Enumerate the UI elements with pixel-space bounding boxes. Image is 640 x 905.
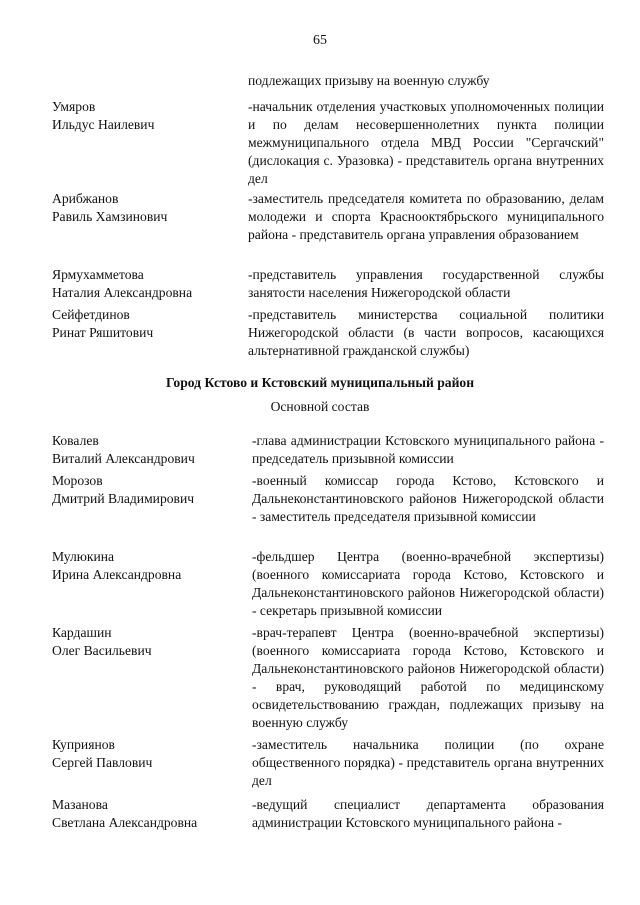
role-text: -заместитель начальника полиции (по охране общественного порядка) - представитель органа внутренних дел: [252, 737, 604, 788]
page-number: 65: [313, 33, 327, 48]
role-text: -заместитель председателя комитета по образованию, делам молодежи и спорта Краснооктябрьского муниципального района - представитель органа управления образованием: [248, 191, 604, 242]
surname: Арибжанов: [52, 191, 119, 206]
given-name: Наталия Александровна: [52, 285, 193, 300]
surname: Мазанова: [52, 797, 108, 812]
role-text: -врач-терапевт Центра (военно-врачебной экспертизы) (военного комиссариата города Кстово, Кстовского и Дальнеконстантиновского районов Нижегородской области) - врач, руководящий работой по медицинскому освидетельствованию граждан, подлежащих призыву на военную службу: [252, 625, 604, 730]
member-name: [52, 624, 242, 660]
member-name: [52, 432, 242, 468]
member-name: [52, 266, 242, 302]
section-heading: Город Кстово и Кстовский муниципальный район: [165, 375, 475, 390]
role-text: -представитель министерства социальной политики Нижегородской области (в части вопросов, касающихся альтернативной гражданской службы): [248, 307, 604, 358]
member-name: [52, 736, 242, 772]
given-name: Олег Васильевич: [52, 643, 152, 658]
role-text: -военный комиссар города Кстово, Кстовского и Дальнеконстантиновского районов Нижегородской области - заместитель председателя призывной комиссии: [252, 473, 604, 524]
surname: Ярмухамметова: [52, 267, 144, 282]
role-text: -представитель управления государственной службы занятости населения Нижегородской области: [248, 267, 604, 300]
member-name: [52, 306, 242, 342]
given-name: Виталий Александрович: [52, 451, 195, 466]
given-name: Дмитрий Владимирович: [52, 491, 195, 506]
section-subheading: Основной состав: [270, 399, 370, 414]
member-name: [52, 472, 242, 508]
role-text: подлежащих призыву на военную службу: [248, 73, 490, 88]
surname: Куприянов: [52, 737, 115, 752]
role-text: -фельдшер Центра (военно-врачебной экспертизы) (военного комиссариата города Кстово, Кстовского и Дальнеконстантиновского районов Нижегородской области) - секретарь призывной комиссии: [252, 549, 604, 618]
given-name: Ирина Александровна: [52, 567, 182, 582]
member-name: [52, 190, 242, 226]
role-text: -начальник отделения участковых уполномоченных полиции и по делам несовершеннолетних пункта полиции межмуниципального отдела МВД России "Сергачский" (дислокация с. Уразовка) - представитель органа внутренних дел: [248, 99, 604, 186]
given-name: Светлана Александровна: [52, 815, 198, 830]
given-name: Ильдус Наилевич: [52, 117, 155, 132]
given-name: Сергей Павлович: [52, 755, 153, 770]
given-name: Ринат Ряшитович: [52, 325, 154, 340]
surname: Сейфетдинов: [52, 307, 130, 322]
role-text: -ведущий специалист департамента образования администрации Кстовского муниципального района -: [252, 797, 604, 830]
surname: Мулюкина: [52, 549, 115, 564]
member-name: [52, 796, 242, 832]
member-name: [52, 548, 242, 584]
given-name: Равиль Хамзинович: [52, 209, 168, 224]
surname: Ковалев: [52, 433, 99, 448]
surname: Кардашин: [52, 625, 112, 640]
surname: Умяров: [52, 99, 96, 114]
member-name: [52, 98, 242, 134]
role-text: -глава администрации Кстовского муниципального района - председатель призывной комиссии: [252, 433, 604, 466]
surname: Морозов: [52, 473, 103, 488]
